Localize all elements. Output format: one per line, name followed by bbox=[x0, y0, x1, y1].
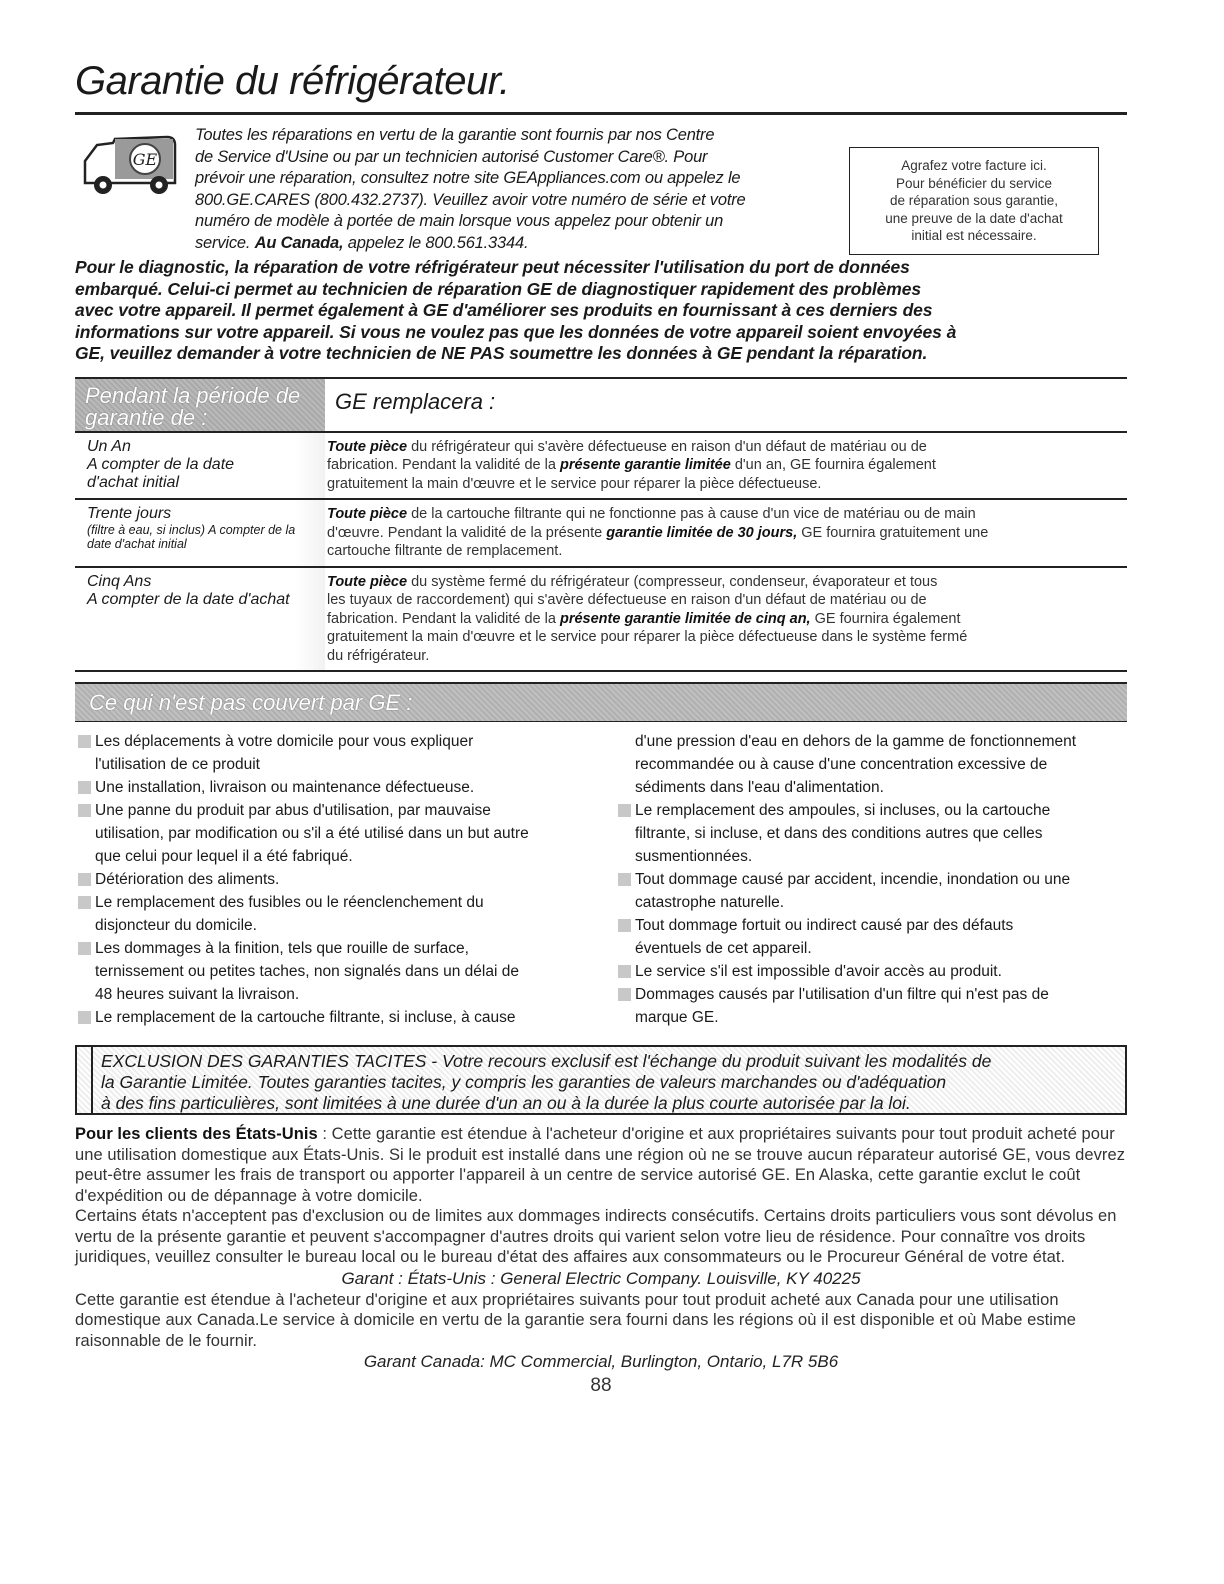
coverage-cell: Toute pièce du système fermé du réfrigérateur (compresseur, condenseur, évaporateur et tous les tuyaux de raccordement) qui s'avère défectueuse en raison d'un défaut de matériau ou de fabrication. Pendant la validité de la présente garantie limitée de cinq an, GE fournira également gratuitement la main d'œuvre et le service pour réparer la pièce défectueuse dans le système fermé du réfrigérateur. bbox=[327, 573, 968, 664]
list-item: Dommages causés par l'utilisation d'un filtre qui n'est pas de marque GE. bbox=[615, 983, 1125, 1029]
us-paragraph: Pour les clients des États-Unis : Cette garantie est étendue à l'acheteur d'origine et aux propriétaires suivants pour tout produit acheté pour une utilisation domestique aux États-Unis. Si le produit est installé dans une région où ne se trouve aucun réparateur autorisé GE, vous devrez peut-être assumer les frais de transport ou apporter l'appareil à un centre de service autorisé GE. En Alaska, cette garantie exclut le coût d'expédition ou de dépannage à votre domicile. bbox=[75, 1125, 1125, 1205]
us-guarantor: Garant : États-Unis : General Electric Company. Louisville, KY 40225 bbox=[341, 1268, 861, 1288]
bullet-icon bbox=[78, 896, 91, 909]
us-section bbox=[75, 1124, 1127, 1290]
diagnostic-notice: Pour le diagnostic, la réparation de votre réfrigérateur peut nécessiter l'utilisation du port de données embarqué. Celui-ci permet au technicien de réparation GE de diagnostiquer rapidement des problèmes avec votre appareil. Il permet également à GE d'améliorer ses produits en fournissant à ces derniers des informations sur votre appareil. Si vous ne voulez pas que les données de votre appareil soient envoyées à GE, veuillez demander à votre technicien de NE PAS soumettre les données à GE pendant la réparation. bbox=[75, 257, 957, 363]
table-row bbox=[75, 433, 1127, 501]
canada-section bbox=[75, 1290, 1127, 1374]
list-item-continued: d'une pression d'eau en dehors de la gamme de fonctionnement recommandée ou à cause d'une concentration excessive de sédiments dans l'eau d'alimentation. bbox=[635, 733, 1077, 796]
coverage-cell: Toute pièce de la cartouche filtrante qui ne fonctionne pas à cause d'un vice de matériau ou de main d'œuvre. Pendant la validité de la présente garantie limitée de 30 jours, GE fournira gratuitement une cartouche filtrante de remplacement. bbox=[327, 506, 989, 559]
title-rule bbox=[75, 112, 1127, 115]
not-covered-heading: Ce qui n'est pas couvert par GE : bbox=[75, 682, 1127, 722]
intro-line: prévoir une réparation, consultez notre site GEAppliances.com ou appelez le bbox=[195, 169, 741, 187]
bullet-icon bbox=[78, 873, 91, 886]
service-truck-icon bbox=[75, 131, 185, 201]
table-row bbox=[75, 500, 1127, 568]
bullet-icon bbox=[78, 781, 91, 794]
list-item: Le remplacement de la cartouche filtrante, si incluse, à cause bbox=[75, 1006, 595, 1029]
not-covered-left-column bbox=[75, 730, 595, 1029]
list-item: Le service s'il est impossible d'avoir accès au produit. bbox=[615, 960, 1125, 983]
not-covered-right-column bbox=[615, 730, 1125, 1029]
page-title: Garantie du réfrigérateur. bbox=[75, 59, 510, 103]
period-cell: Un An A compter de la date d'achat initial bbox=[75, 433, 325, 499]
intro-text bbox=[195, 125, 825, 261]
bullet-icon bbox=[78, 735, 91, 748]
not-covered-list bbox=[75, 730, 1127, 1029]
warranty-page bbox=[75, 58, 1127, 1397]
bullet-icon bbox=[78, 942, 91, 955]
svg-text:GE: GE bbox=[132, 150, 158, 169]
list-item: Les dommages à la finition, tels que rouille de surface, ternissement ou petites taches, non signalés dans un délai de 48 heures suivant la livraison. bbox=[75, 937, 595, 1006]
bullet-icon bbox=[618, 804, 631, 817]
list-item: Tout dommage fortuit ou indirect causé par des défauts éventuels de cet appareil. bbox=[615, 914, 1125, 960]
table-header bbox=[75, 379, 1127, 433]
bullet-icon bbox=[618, 965, 631, 978]
exclusion-box bbox=[75, 1045, 1127, 1115]
list-item: Une installation, livraison ou maintenance défectueuse. bbox=[75, 776, 595, 799]
period-header: Pendant la période de garantie de : bbox=[75, 379, 325, 431]
intro-line: de Service d'Usine ou par un technicien autorisé Customer Care®. Pour bbox=[195, 147, 708, 166]
ge-replaces-header: GE remplacera : bbox=[335, 388, 496, 414]
us-rights-paragraph: Certains états n'acceptent pas d'exclusion ou de limites aux dommages indirects consécutifs. Certains droits particuliers vous sont dévolus en vertu de la présente garantie et peuvent s'accompagner d'autres droits qui varient selon votre lieu de résidence. Pour connaître vos droits juridiques, veuillez consulter le bureau local ou le bureau d'état des affaires aux consommateurs ou le Procureur Général de votre état. bbox=[75, 1207, 1117, 1266]
list-item: Le remplacement des ampoules, si incluses, ou la cartouche filtrante, si incluse, et dans des conditions autres que celles susmentionnées. bbox=[615, 799, 1125, 868]
list-item: Les déplacements à votre domicile pour vous expliquer l'utilisation de ce produit bbox=[75, 730, 595, 776]
intro-line: numéro de modèle à portée de main lorsque vous appelez pour obtenir un bbox=[195, 212, 724, 230]
list-item: Tout dommage causé par accident, incendie, inondation ou une catastrophe naturelle. bbox=[615, 868, 1125, 914]
list-item: Le remplacement des fusibles ou le réenclenchement du disjoncteur du domicile. bbox=[75, 891, 595, 937]
bullet-icon bbox=[618, 988, 631, 1001]
intro-line: Toutes les réparations en vertu de la garantie sont fournis par nos Centre bbox=[195, 126, 715, 144]
bullet-icon bbox=[618, 919, 631, 932]
staple-receipt-box: Agrafez votre facture ici. Pour bénéficier du service de réparation sous garantie, une preuve de la date d'achat initial est nécessaire. bbox=[849, 147, 1099, 255]
period-cell: Trente jours (filtre à eau, si inclus) A compter de la date d'achat initial bbox=[75, 500, 325, 566]
canada-paragraph: Cette garantie est étendue à l'acheteur d'origine et aux propriétaires suivants pour tout produit acheté aux Canada pour une utilisation domestique aux Canada.Le service à domicile en vertu de la garantie sera fourni dans les régions où il est disponible et où Mabe estime raisonnable de le fournir. bbox=[75, 1290, 1076, 1350]
bullet-icon bbox=[618, 873, 631, 886]
bullet-icon bbox=[78, 804, 91, 817]
intro-line: 800.GE.CARES (800.432.2737). Veuillez avoir votre numéro de série et votre bbox=[195, 190, 746, 209]
intro-section bbox=[75, 125, 1127, 261]
table-row bbox=[75, 568, 1127, 673]
period-cell: Cinq Ans A compter de la date d'achat bbox=[75, 568, 325, 671]
warranty-table bbox=[75, 377, 1127, 673]
bullet-icon bbox=[78, 1011, 91, 1024]
intro-line: service. Au Canada, appelez le 800.561.3344. bbox=[195, 233, 529, 252]
exclusion-text: EXCLUSION DES GARANTIES TACITES - Votre recours exclusif est l'échange du produit suivant les modalités de la Garantie Limitée. Toutes garanties tacites, y compris les garanties de valeurs marchandes ou d'adéquation à des fins particulières, sont limitées à une durée d'un an ou à la durée la plus courte autorisée par la loi. bbox=[91, 1047, 1125, 1113]
coverage-cell: Toute pièce du réfrigérateur qui s'avère défectueuse en raison d'un défaut de matériau ou de fabrication. Pendant la validité de la présente garantie limitée d'un an, GE fournira également gratuitement la main d'œuvre et le service pour réparer la pièce défectueuse. bbox=[327, 438, 936, 492]
list-item: Une panne du produit par abus d'utilisation, par mauvaise utilisation, par modification ou s'il a été utilisé dans un but autre que celui pour lequel il a été fabriqué. bbox=[75, 799, 595, 868]
list-item: Détérioration des aliments. bbox=[75, 868, 595, 891]
page-number: 88 bbox=[590, 1375, 612, 1396]
canada-guarantor: Garant Canada: MC Commercial, Burlington, Ontario, L7R 5B6 bbox=[363, 1352, 839, 1371]
